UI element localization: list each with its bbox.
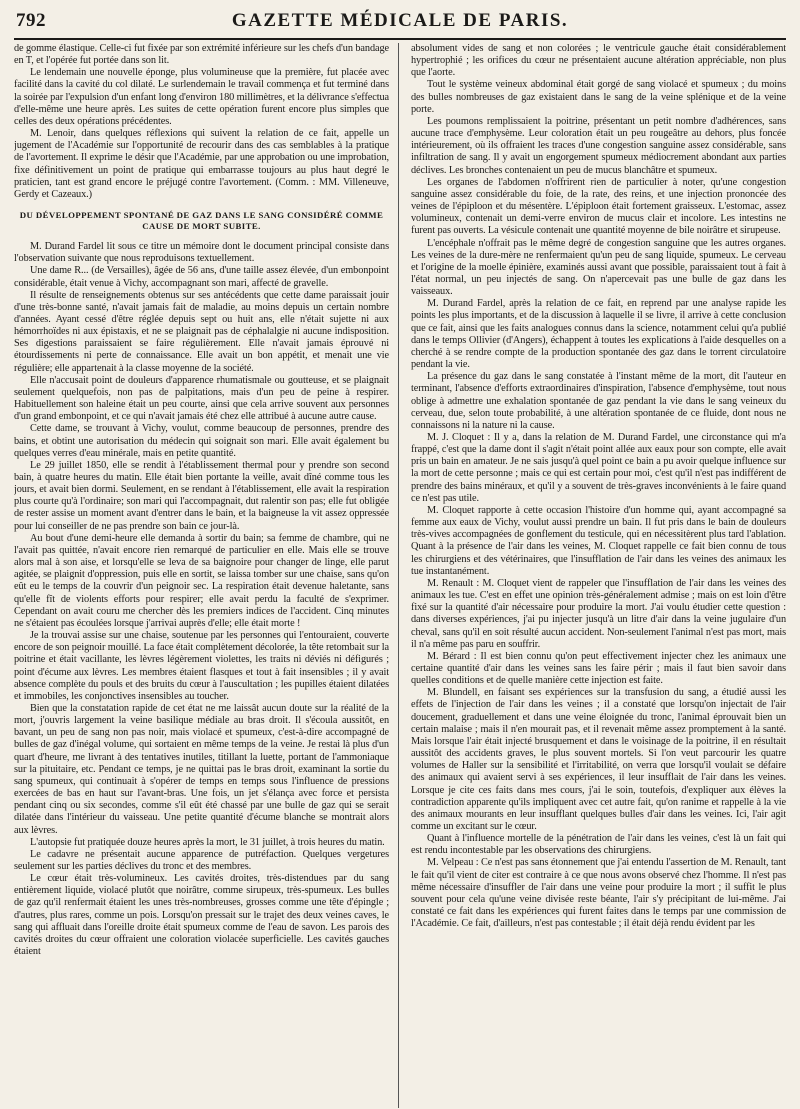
paragraph: M. Lenoir, dans quelques réflexions qui suivent la relation de ce fait, appelle un jugement de l'Académie sur l'opportunité de recourir dans des cas semblables à la pratique de l'avortement. Il exprime le désir que l'Académie, par une approbation ou une improbation, fixe définitivement un point de pratique qui embarrasse toujours au plus haut degré le praticien, tant est grand encore le préjugé contre l'avortement. (Comm. : MM. Villeneuve, Gerdy et Cazeaux.) [14,128,389,200]
header-rule [14,38,786,40]
left-intro-paragraphs [14,43,389,201]
paragraph: La présence du gaz dans le sang constatée à l'instant même de la mort, dit l'auteur en terminant, l'absence d'efforts extraordinaires d'inspiration, l'absence d'emphysème, tout nous oblige à admettre une exhalation spontanée de gaz pendant la vie dans le sang veineux du cerveau, due, selon toute probabilité, à une altération spontanée de ce fluide, dont nous ne connaissons ni la nature ni la cause. [411,371,786,431]
paragraph: M. Cloquet rapporte à cette occasion l'histoire d'un homme qui, ayant accompagné sa femme aux eaux de Vichy, voulut aussi prendre un bain. Il fut pris dans le bain de douleurs très-vives accompagnées de gonflement du testicule, qui en nécessitèrent plus tard l'ablation. Quant à la présence de l'air dans les veines, M. Cloquet rappelle ce fait bien connu de tous les chirurgiens et des vétérinaires, que l'insufflation de l'air dans les veines des animaux les tue instantanément. [411,504,786,577]
paragraph: L'encéphale n'offrait pas le même degré de congestion sanguine que les autres organes. Les veines de la dure-mère ne renfermaient qu'un peu de sang liquide, spumeux. Le cerveau et l'origine de la moelle épinière, examinés aussi avant que possible, paraissaient tout à fait à l'état normal, un peu injectés de sang. On n'apercevait pas une bulle de gaz dans les vaisseaux. [411,237,786,298]
paragraph: Quant à l'influence mortelle de la pénétration de l'air dans les veines, c'est là un fait qui est rendu incontestable par les observations des chirurgiens. [411,833,786,857]
paragraph: M. Durand Fardel, après la relation de ce fait, en reprend par une analyse rapide les points les plus importants, et de la discussion à laquelle il se livre, il arrive à cette conclusion que ce fait, ainsi que les faits analogues connus dans la science, notamment celui qu'a publié dans le temps Ollivier (d'Angers), échappent à toutes les explications à l'aide desquelles on a cherché à se rendre compte de la production spontanée des gaz dans le torrent circulatoire pendant la vie. [411,298,786,371]
paragraph: Elle n'accusait point de douleurs d'apparence rhumatismale ou goutteuse, et se plaignait seulement quelquefois, non pas de palpitations, mais d'un peu de peine à respirer. Habituellement son haleine était un peu courte, ainsi que cela arrive souvent aux personnes d'un grand embonpoint, et ce qui n'avait jamais été chez elle attribué à aucune autre cause. [14,374,389,423]
paragraph: M. Durand Fardel lit sous ce titre un mémoire dont le document principal consiste dans l'observation suivante que nous reproduisons textuellement. [14,241,389,265]
paragraph: absolument vides de sang et non colorées ; le ventricule gauche était considérablement hypertrophié ; les orifices du cœur ne présentaient aucune altération appréciable, non plus que l'aorte. [411,43,786,79]
paragraph: Il résulte de renseignements obtenus sur ses antécédents que cette dame paraissait jouir d'une très-bonne santé, n'avait jamais fait de maladie, au moins depuis un certain nombre d'années. Ayant cessé d'être réglée depuis sept ou huit ans, elle n'était sujette ni aux hémorrhoïdes ni aux épistaxis, et ne se plaignait pas de céphalalgie ni aucune indisposition. Ses digestions paraissaient se faire régulièrement. Elle n'avait jamais éprouvé ni étourdissements ni perte de connaissance. Elle avait un bon appétit, et menait une vie régulière; elle appartenait à la classe moyenne de la société. [14,289,389,374]
paragraph: M. Bérard : Il est bien connu qu'on peut effectivement injecter chez les animaux une certaine quantité d'air dans les veines sans les faire périr ; mais il faut bien savoir dans quelles conditions et de quelle manière cette injection est faite. [411,650,786,687]
journal-title: GAZETTE MÉDICALE DE PARIS. [231,10,569,31]
paragraph: Au bout d'une demi-heure elle demanda à sortir du bain; sa femme de chambre, qui ne l'avait pas quittée, n'avait encore rien remarqué de particulier en elle. Mais elle se trouve alors mal à son aise, et lorsqu'elle se leva de sa baignoire pour changer de linge, elle parut agitée, se plaignit d'oppression, puis elle en sortit, se laissa tomber sur une chaise, sans qu'on eût eu le temps de la couvrir d'un peignoir sec. La respiration était devenue haletante, sans qu'elle fît de violents efforts pour respirer; elle avait perdu la faculté de s'exprimer. Cependant on avait couru me chercher dès les premiers indices de l'accident. Cinq minutes ne s'étaient pas écoulées lorsque j'arrivai auprès d'elle; elle était morte ! [14,532,389,629]
paragraph: Le cadavre ne présentait aucune apparence de putréfaction. Quelques vergetures seulement sur les parties déclives du tronc et des membres. [14,848,389,872]
paragraph: Les organes de l'abdomen n'offrirent rien de particulier à noter, qu'une congestion sanguine assez considérable du foie, de la rate, des reins, et une injection prononcée des veines de l'épiploon et du mésentère. L'épiploon était fortement graisseux. L'estomac, assez volumineux, contenait un demi-verre environ de mucus clair et incolore. Les intestins ne furent pas ouverts. La vésicule contenait une quantité moyenne de bile noirâtre et sirupeuse. [411,176,786,237]
paragraph: Une dame R... (de Versailles), âgée de 56 ans, d'une taille assez élevée, d'un embonpoint considérable, était venue à Vichy, accompagnant son mari, affecté de gravelle. [14,265,389,289]
paragraph: Le lendemain une nouvelle éponge, plus volumineuse que la première, fut placée avec facilité dans la cavité du col dilaté. Le surlendemain le travail commença et fut terminé dans la soirée par l'expulsion d'un enfant long d'environ 180 millimètres, et la délivrance s'effectua d'elle-même une heure après. Les suites de cette opération furent encore plus simples que celles des deux opérations précédentes. [14,67,389,127]
section-heading: DU DÉVELOPPEMENT SPONTANÉ DE GAZ DANS LE SANG CONSIDÉRÉ COMME CAUSE DE MORT SUBITE. [19,210,384,232]
left-article-paragraphs [14,241,389,958]
paragraph: Les poumons remplissaient la poitrine, présentant un petit nombre d'adhérences, sans aucune trace d'emphysème. Leur coloration était un peu rougeâtre au dehors, plus foncée intérieurement, où ils offraient les traces d'une congestion sanguine assez considérable, sans infiltration de sang. Il y avait un engorgement spumeux médiocrement abondant aux parties déclives. Les bronches contenaient un peu de mucus blanchâtre et spumeux. [411,115,786,176]
paragraph: M. J. Cloquet : Il y a, dans la relation de M. Durand Fardel, une circonstance qui m'a frappé, c'est que la dame dont il s'agit n'était point allée aux eaux pour son compte, elle avait pris un bain en amateur. Je ne sais jusqu'à quel point ce bain a pu avoir quelque influence sur la mort de cette personne ; mais ce qui est certain pour moi, c'est qu'il n'est pas indifférent de prendre des bains minéraux, et qu'il y a souvent de très-graves inconvénients à le faire quand ce n'est pas utile. [411,432,786,504]
paragraph: L'autopsie fut pratiquée douze heures après la mort, le 31 juillet, à trois heures du matin. [30,836,385,848]
text-columns [14,43,786,1108]
paragraph: Je la trouvai assise sur une chaise, soutenue par les personnes qui l'entouraient, couverte encore de son peignoir mouillé. La face était complètement décolorée, la tête retombait sur la poitrine et était vacillante, les lèvres légèrement violettes, les traits ni déviés ni défigurés ; point d'écume aux lèvres. Les membres étaient flasques et tout à fait insensibles ; il y avait absence complète du pouls et des bruits du cœur à l'auscultation ; les pupilles étaient dilatées et immobiles, les conjonctives insensibles au toucher. [14,630,389,702]
paragraph: M. Blundell, en faisant ses expériences sur la transfusion du sang, a étudié aussi les effets de l'injection de l'air dans les veines ; il a constaté que lorsqu'on injectait de l'air doucement, graduellement et dans une veine éloignée du tronc, l'animal éprouvait bien un certain malaise ; mais il n'en mourait pas, et il revenait même assez promptement à la santé. Mais lorsque l'air était injecté brusquement et dans le voisinage de la poitrine, il en résultait aussitôt des accidents graves, le plus souvent mortels. Si l'on veut parcourir les quatre volumes de Haller sur la sensibilité et l'irritabilité, on verra que lorsqu'il voulait se défaire des animaux qui avaient servi à ses expériences, il leur insufflait de l'air dans les veines. Lorsque je cite ces faits dans mes cours, j'ai le soin, toutefois, d'expliquer aux élèves la contradiction apparente qu'ils impliquent avec cet autre fait, qu'on ranime et rappelle à la vie des animaux mourants en leur insufflant quelques bulles d'air dans les veines. Ici, l'air agit comme un excitant sur le cœur. [411,687,786,832]
paragraph: de gomme élastique. Celle-ci fut fixée par son extrémité inférieure sur les chefs d'un bandage en T, et l'opérée fut portée dans son lit. [14,43,389,67]
page-number: 792 [16,10,46,31]
paragraph: Le cœur était très-volumineux. Les cavités droites, très-distendues par du sang entièrement liquide, violacé plutôt que noirâtre, comme sirupeux, très-spumeux. Les bulles de gaz qu'il renfermait étaient les unes très-nombreuses, grosses comme une tête d'épingle ; d'autres, plus rares, comme un pois. Lorsqu'on pressait sur le trajet des deux veines caves, le sang qui affluait dans l'oreille droite était spumeux comme de l'eau de savon. Les parois des cavités droites du cœur offraient une coloration violacée superficielle. Les cavités gauches étaient [14,873,389,958]
left-column [14,43,399,1108]
paragraph: Bien que la constatation rapide de cet état ne me laissât aucun doute sur la réalité de la mort, j'ouvris largement la veine basilique médiale au bras droit. Il s'écoula aussitôt, en bavant, un peu de sang non pas noir, mais violacé et spumeux, c'est-à-dire accompagné de bulles de gaz d'inégal volume, qui sortaient en même temps de la veine. Je restai là plus d'un quart d'heure, me livrant à des tentatives inutiles, titillant la luette, portant de l'ammoniaque sur la pituitaire, etc. Pendant ce temps, je ne quittai pas le bras droit, examinant la sortie du sang spumeux, qui continuait à s'opérer de temps en temps sous l'influence de pressions exercées de bas en haut sur l'avant-bras. Une fois, un jet s'élança avec force et persista pendant cinq ou six secondes, comme s'il eût été chassé par une bulle de gaz qui se serait dilatée dans l'intérieur du vaisseau. Une petite quantité d'écume blanche se montrait alors aux lèvres. [14,702,389,836]
paragraph: M. Velpeau : Ce n'est pas sans étonnement que j'ai entendu l'assertion de M. Renault, tant le fait qu'il vient de citer est contraire à ce que nous avons observé chez l'homme. Il n'est pas même nécessaire d'insuffler de l'air dans une veine pour produire la mort ; il suffit le plus souvent pour cela qu'une veine divisée reste béante, l'air s'y précipitant de lui-même. J'ai constaté ce fait dans les expériences qui furent faites dans le temps par une commission de l'Académie. Ce fait, d'ailleurs, n'est pas contestable ; il était déjà rendu évident par les [411,857,786,930]
paragraph: Tout le système veineux abdominal était gorgé de sang violacé et spumeux ; du moins des bulles nombreuses de gaz existaient dans le sang de la veine splénique et de la veine porte. [411,79,786,115]
paragraph: Le 29 juillet 1850, elle se rendit à l'établissement thermal pour y prendre son second bain, à quatre heures du matin. Elle était bien portante la veille, avait dîné comme tous les jours, et avait bien dormi. Seulement, en se rendant à l'établissement, elle avait la respiration plus courte qu'à l'ordinaire; son mari qui l'accompagnait, dut ralentir son pas; elle fut obligée de rester assise un moment avant d'entrer dans le bain, et la baigneuse la vit assez oppressée pour lui conseiller de ne pas prendre son bain ce jour-là. [14,459,389,532]
right-column [411,43,786,1108]
page-header [14,10,786,34]
right-article-paragraphs [411,43,786,930]
paragraph: M. Renault : M. Cloquet vient de rappeler que l'insufflation de l'air dans les veines des animaux les tue. C'est en effet une opinion très-généralement admise ; mais on est loin d'être fixé sur la quantité d'air nécessaire pour produire la mort. J'ai voulu étudier cette question : dans diverses expériences, j'ai pu injecter jusqu'à un litre d'air dans la veine jugulaire d'un cheval, sans qu'il en soit résulté aucun accident. Non-seulement l'animal n'est pas mort, mais il n'a même pas paru en souffrir. [411,577,786,650]
paragraph: Cette dame, se trouvant à Vichy, voulut, comme beaucoup de personnes, prendre des bains, et obtint une autorisation du médecin qui soignait son mari. Elle avait également bu quelques verres d'eau minérale, mais en petite quantité. [14,423,389,459]
